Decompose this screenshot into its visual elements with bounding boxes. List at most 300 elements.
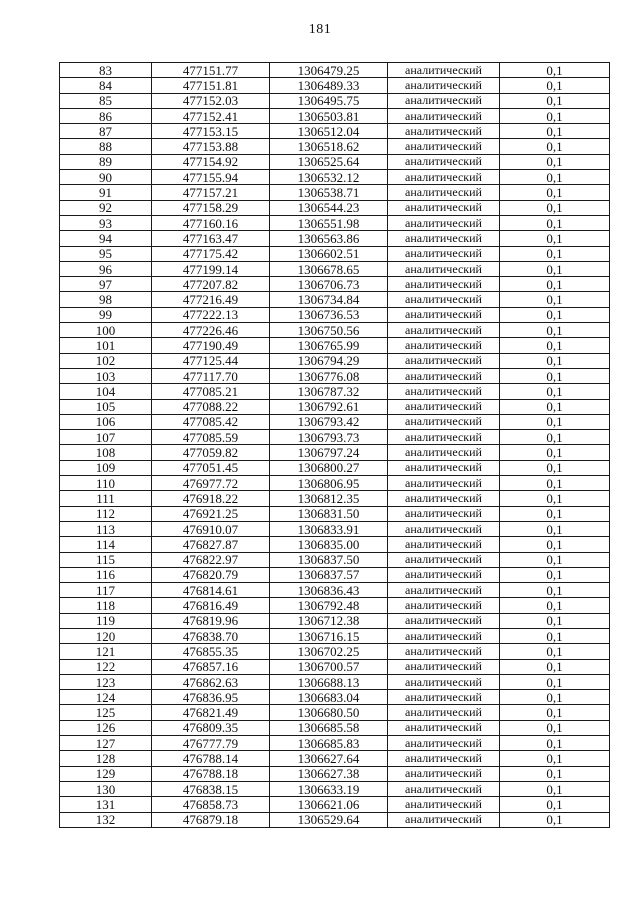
x-coordinate-cell: 477157.21 [152, 185, 270, 200]
x-coordinate-cell: 476821.49 [152, 705, 270, 720]
point-number-cell: 95 [60, 246, 152, 261]
accuracy-cell: 0,1 [500, 445, 610, 460]
accuracy-cell: 0,1 [500, 812, 610, 827]
y-coordinate-cell: 1306479.25 [270, 63, 388, 78]
y-coordinate-cell: 1306793.73 [270, 430, 388, 445]
method-cell: аналитический [388, 797, 500, 812]
method-cell: аналитический [388, 215, 500, 230]
method-cell: аналитический [388, 78, 500, 93]
table-row [60, 185, 610, 200]
table-row [60, 414, 610, 429]
method-cell: аналитический [388, 598, 500, 613]
y-coordinate-cell: 1306787.32 [270, 384, 388, 399]
y-coordinate-cell: 1306716.15 [270, 628, 388, 643]
point-number-cell: 119 [60, 613, 152, 628]
y-coordinate-cell: 1306776.08 [270, 368, 388, 383]
x-coordinate-cell: 477085.42 [152, 414, 270, 429]
table-row [60, 491, 610, 506]
accuracy-cell: 0,1 [500, 491, 610, 506]
table-row [60, 277, 610, 292]
point-number-cell: 86 [60, 108, 152, 123]
y-coordinate-cell: 1306563.86 [270, 231, 388, 246]
accuracy-cell: 0,1 [500, 139, 610, 154]
accuracy-cell: 0,1 [500, 751, 610, 766]
method-cell: аналитический [388, 705, 500, 720]
point-number-cell: 99 [60, 307, 152, 322]
method-cell: аналитический [388, 583, 500, 598]
x-coordinate-cell: 476838.70 [152, 628, 270, 643]
table-row [60, 537, 610, 552]
x-coordinate-cell: 477155.94 [152, 170, 270, 185]
table-row [60, 445, 610, 460]
table-row [60, 368, 610, 383]
y-coordinate-cell: 1306495.75 [270, 93, 388, 108]
y-coordinate-cell: 1306806.95 [270, 476, 388, 491]
method-cell: аналитический [388, 261, 500, 276]
x-coordinate-cell: 476820.79 [152, 567, 270, 582]
table-row [60, 200, 610, 215]
x-coordinate-cell: 476879.18 [152, 812, 270, 827]
method-cell: аналитический [388, 460, 500, 475]
x-coordinate-cell: 476918.22 [152, 491, 270, 506]
point-number-cell: 103 [60, 368, 152, 383]
accuracy-cell: 0,1 [500, 384, 610, 399]
y-coordinate-cell: 1306837.50 [270, 552, 388, 567]
y-coordinate-cell: 1306683.04 [270, 690, 388, 705]
coordinates-table-container [59, 62, 609, 828]
method-cell: аналитический [388, 781, 500, 796]
point-number-cell: 106 [60, 414, 152, 429]
table-row [60, 399, 610, 414]
table-row [60, 108, 610, 123]
x-coordinate-cell: 477059.82 [152, 445, 270, 460]
accuracy-cell: 0,1 [500, 613, 610, 628]
accuracy-cell: 0,1 [500, 644, 610, 659]
table-row [60, 154, 610, 169]
method-cell: аналитический [388, 674, 500, 689]
accuracy-cell: 0,1 [500, 185, 610, 200]
table-row [60, 353, 610, 368]
method-cell: аналитический [388, 246, 500, 261]
table-row [60, 736, 610, 751]
method-cell: аналитический [388, 63, 500, 78]
x-coordinate-cell: 477199.14 [152, 261, 270, 276]
method-cell: аналитический [388, 292, 500, 307]
table-row [60, 170, 610, 185]
y-coordinate-cell: 1306835.00 [270, 537, 388, 552]
x-coordinate-cell: 476777.79 [152, 736, 270, 751]
accuracy-cell: 0,1 [500, 628, 610, 643]
method-cell: аналитический [388, 139, 500, 154]
method-cell: аналитический [388, 644, 500, 659]
x-coordinate-cell: 477153.15 [152, 124, 270, 139]
point-number-cell: 107 [60, 430, 152, 445]
point-number-cell: 110 [60, 476, 152, 491]
y-coordinate-cell: 1306837.57 [270, 567, 388, 582]
y-coordinate-cell: 1306736.53 [270, 307, 388, 322]
y-coordinate-cell: 1306792.61 [270, 399, 388, 414]
y-coordinate-cell: 1306833.91 [270, 521, 388, 536]
x-coordinate-cell: 477088.22 [152, 399, 270, 414]
table-row [60, 476, 610, 491]
y-coordinate-cell: 1306836.43 [270, 583, 388, 598]
accuracy-cell: 0,1 [500, 200, 610, 215]
point-number-cell: 89 [60, 154, 152, 169]
x-coordinate-cell: 476838.15 [152, 781, 270, 796]
point-number-cell: 90 [60, 170, 152, 185]
y-coordinate-cell: 1306544.23 [270, 200, 388, 215]
accuracy-cell: 0,1 [500, 353, 610, 368]
x-coordinate-cell: 477085.59 [152, 430, 270, 445]
table-row [60, 292, 610, 307]
table-row [60, 430, 610, 445]
method-cell: аналитический [388, 628, 500, 643]
accuracy-cell: 0,1 [500, 414, 610, 429]
method-cell: аналитический [388, 720, 500, 735]
table-row [60, 323, 610, 338]
accuracy-cell: 0,1 [500, 93, 610, 108]
method-cell: аналитический [388, 567, 500, 582]
accuracy-cell: 0,1 [500, 521, 610, 536]
y-coordinate-cell: 1306685.83 [270, 736, 388, 751]
method-cell: аналитический [388, 170, 500, 185]
x-coordinate-cell: 476921.25 [152, 506, 270, 521]
point-number-cell: 123 [60, 674, 152, 689]
point-number-cell: 96 [60, 261, 152, 276]
accuracy-cell: 0,1 [500, 307, 610, 322]
point-number-cell: 124 [60, 690, 152, 705]
table-row [60, 674, 610, 689]
point-number-cell: 131 [60, 797, 152, 812]
table-body [60, 63, 610, 828]
point-number-cell: 102 [60, 353, 152, 368]
point-number-cell: 114 [60, 537, 152, 552]
x-coordinate-cell: 477125.44 [152, 353, 270, 368]
x-coordinate-cell: 477175.42 [152, 246, 270, 261]
point-number-cell: 111 [60, 491, 152, 506]
table-row [60, 215, 610, 230]
method-cell: аналитический [388, 445, 500, 460]
y-coordinate-cell: 1306532.12 [270, 170, 388, 185]
method-cell: аналитический [388, 154, 500, 169]
method-cell: аналитический [388, 476, 500, 491]
table-row [60, 567, 610, 582]
y-coordinate-cell: 1306706.73 [270, 277, 388, 292]
accuracy-cell: 0,1 [500, 323, 610, 338]
y-coordinate-cell: 1306792.48 [270, 598, 388, 613]
accuracy-cell: 0,1 [500, 246, 610, 261]
method-cell: аналитический [388, 659, 500, 674]
method-cell: аналитический [388, 736, 500, 751]
accuracy-cell: 0,1 [500, 108, 610, 123]
accuracy-cell: 0,1 [500, 552, 610, 567]
table-row [60, 598, 610, 613]
accuracy-cell: 0,1 [500, 338, 610, 353]
x-coordinate-cell: 476836.95 [152, 690, 270, 705]
method-cell: аналитический [388, 185, 500, 200]
point-number-cell: 108 [60, 445, 152, 460]
table-row [60, 139, 610, 154]
method-cell: аналитический [388, 766, 500, 781]
method-cell: аналитический [388, 812, 500, 827]
method-cell: аналитический [388, 323, 500, 338]
point-number-cell: 83 [60, 63, 152, 78]
table-row [60, 628, 610, 643]
point-number-cell: 104 [60, 384, 152, 399]
table-row [60, 307, 610, 322]
accuracy-cell: 0,1 [500, 460, 610, 475]
accuracy-cell: 0,1 [500, 674, 610, 689]
accuracy-cell: 0,1 [500, 583, 610, 598]
x-coordinate-cell: 477207.82 [152, 277, 270, 292]
point-number-cell: 126 [60, 720, 152, 735]
method-cell: аналитический [388, 368, 500, 383]
y-coordinate-cell: 1306688.13 [270, 674, 388, 689]
y-coordinate-cell: 1306633.19 [270, 781, 388, 796]
x-coordinate-cell: 476819.96 [152, 613, 270, 628]
method-cell: аналитический [388, 414, 500, 429]
accuracy-cell: 0,1 [500, 292, 610, 307]
table-row [60, 521, 610, 536]
point-number-cell: 98 [60, 292, 152, 307]
y-coordinate-cell: 1306627.64 [270, 751, 388, 766]
table-row [60, 659, 610, 674]
y-coordinate-cell: 1306685.58 [270, 720, 388, 735]
x-coordinate-cell: 476788.14 [152, 751, 270, 766]
accuracy-cell: 0,1 [500, 705, 610, 720]
accuracy-cell: 0,1 [500, 78, 610, 93]
accuracy-cell: 0,1 [500, 476, 610, 491]
x-coordinate-cell: 477158.29 [152, 200, 270, 215]
accuracy-cell: 0,1 [500, 797, 610, 812]
point-number-cell: 101 [60, 338, 152, 353]
accuracy-cell: 0,1 [500, 506, 610, 521]
y-coordinate-cell: 1306712.38 [270, 613, 388, 628]
method-cell: аналитический [388, 124, 500, 139]
accuracy-cell: 0,1 [500, 154, 610, 169]
y-coordinate-cell: 1306529.64 [270, 812, 388, 827]
accuracy-cell: 0,1 [500, 231, 610, 246]
point-number-cell: 120 [60, 628, 152, 643]
table-row [60, 583, 610, 598]
point-number-cell: 115 [60, 552, 152, 567]
y-coordinate-cell: 1306680.50 [270, 705, 388, 720]
x-coordinate-cell: 477117.70 [152, 368, 270, 383]
y-coordinate-cell: 1306503.81 [270, 108, 388, 123]
y-coordinate-cell: 1306700.57 [270, 659, 388, 674]
point-number-cell: 88 [60, 139, 152, 154]
table-row [60, 797, 610, 812]
y-coordinate-cell: 1306678.65 [270, 261, 388, 276]
y-coordinate-cell: 1306812.35 [270, 491, 388, 506]
table-row [60, 246, 610, 261]
y-coordinate-cell: 1306602.51 [270, 246, 388, 261]
method-cell: аналитический [388, 200, 500, 215]
table-row [60, 690, 610, 705]
accuracy-cell: 0,1 [500, 261, 610, 276]
point-number-cell: 100 [60, 323, 152, 338]
method-cell: аналитический [388, 231, 500, 246]
table-row [60, 613, 610, 628]
x-coordinate-cell: 477154.92 [152, 154, 270, 169]
point-number-cell: 125 [60, 705, 152, 720]
method-cell: аналитический [388, 506, 500, 521]
point-number-cell: 85 [60, 93, 152, 108]
x-coordinate-cell: 477152.41 [152, 108, 270, 123]
table-row [60, 781, 610, 796]
point-number-cell: 116 [60, 567, 152, 582]
y-coordinate-cell: 1306734.84 [270, 292, 388, 307]
x-coordinate-cell: 477163.47 [152, 231, 270, 246]
method-cell: аналитический [388, 690, 500, 705]
accuracy-cell: 0,1 [500, 399, 610, 414]
accuracy-cell: 0,1 [500, 170, 610, 185]
x-coordinate-cell: 477085.21 [152, 384, 270, 399]
method-cell: аналитический [388, 353, 500, 368]
x-coordinate-cell: 476977.72 [152, 476, 270, 491]
y-coordinate-cell: 1306831.50 [270, 506, 388, 521]
table-row [60, 751, 610, 766]
x-coordinate-cell: 476827.87 [152, 537, 270, 552]
x-coordinate-cell: 476858.73 [152, 797, 270, 812]
y-coordinate-cell: 1306702.25 [270, 644, 388, 659]
accuracy-cell: 0,1 [500, 368, 610, 383]
x-coordinate-cell: 477160.16 [152, 215, 270, 230]
y-coordinate-cell: 1306750.56 [270, 323, 388, 338]
method-cell: аналитический [388, 491, 500, 506]
y-coordinate-cell: 1306489.33 [270, 78, 388, 93]
accuracy-cell: 0,1 [500, 430, 610, 445]
point-number-cell: 112 [60, 506, 152, 521]
point-number-cell: 130 [60, 781, 152, 796]
method-cell: аналитический [388, 613, 500, 628]
y-coordinate-cell: 1306800.27 [270, 460, 388, 475]
x-coordinate-cell: 477152.03 [152, 93, 270, 108]
table-row [60, 705, 610, 720]
accuracy-cell: 0,1 [500, 567, 610, 582]
table-row [60, 93, 610, 108]
x-coordinate-cell: 477190.49 [152, 338, 270, 353]
y-coordinate-cell: 1306518.62 [270, 139, 388, 154]
table-row [60, 124, 610, 139]
point-number-cell: 132 [60, 812, 152, 827]
point-number-cell: 127 [60, 736, 152, 751]
table-row [60, 63, 610, 78]
point-number-cell: 117 [60, 583, 152, 598]
x-coordinate-cell: 477216.49 [152, 292, 270, 307]
point-number-cell: 121 [60, 644, 152, 659]
x-coordinate-cell: 476788.18 [152, 766, 270, 781]
y-coordinate-cell: 1306797.24 [270, 445, 388, 460]
table-row [60, 720, 610, 735]
y-coordinate-cell: 1306525.64 [270, 154, 388, 169]
y-coordinate-cell: 1306551.98 [270, 215, 388, 230]
method-cell: аналитический [388, 399, 500, 414]
method-cell: аналитический [388, 93, 500, 108]
table-row [60, 231, 610, 246]
accuracy-cell: 0,1 [500, 124, 610, 139]
y-coordinate-cell: 1306538.71 [270, 185, 388, 200]
page-number: 181 [308, 22, 332, 37]
table-row [60, 812, 610, 827]
method-cell: аналитический [388, 307, 500, 322]
table-row [60, 552, 610, 567]
y-coordinate-cell: 1306621.06 [270, 797, 388, 812]
x-coordinate-cell: 477226.46 [152, 323, 270, 338]
method-cell: аналитический [388, 537, 500, 552]
accuracy-cell: 0,1 [500, 537, 610, 552]
point-number-cell: 94 [60, 231, 152, 246]
method-cell: аналитический [388, 552, 500, 567]
point-number-cell: 87 [60, 124, 152, 139]
x-coordinate-cell: 477151.81 [152, 78, 270, 93]
table-row [60, 78, 610, 93]
accuracy-cell: 0,1 [500, 766, 610, 781]
x-coordinate-cell: 476910.07 [152, 521, 270, 536]
point-number-cell: 105 [60, 399, 152, 414]
point-number-cell: 129 [60, 766, 152, 781]
x-coordinate-cell: 476816.49 [152, 598, 270, 613]
x-coordinate-cell: 476814.61 [152, 583, 270, 598]
point-number-cell: 93 [60, 215, 152, 230]
table-row [60, 338, 610, 353]
point-number-cell: 128 [60, 751, 152, 766]
accuracy-cell: 0,1 [500, 781, 610, 796]
method-cell: аналитический [388, 521, 500, 536]
table-row [60, 766, 610, 781]
method-cell: аналитический [388, 384, 500, 399]
accuracy-cell: 0,1 [500, 736, 610, 751]
table-row [60, 644, 610, 659]
method-cell: аналитический [388, 338, 500, 353]
method-cell: аналитический [388, 430, 500, 445]
x-coordinate-cell: 477051.45 [152, 460, 270, 475]
accuracy-cell: 0,1 [500, 720, 610, 735]
point-number-cell: 118 [60, 598, 152, 613]
accuracy-cell: 0,1 [500, 63, 610, 78]
table-row [60, 261, 610, 276]
x-coordinate-cell: 476809.35 [152, 720, 270, 735]
point-number-cell: 92 [60, 200, 152, 215]
accuracy-cell: 0,1 [500, 690, 610, 705]
table-row [60, 460, 610, 475]
point-number-cell: 113 [60, 521, 152, 536]
point-number-cell: 84 [60, 78, 152, 93]
accuracy-cell: 0,1 [500, 659, 610, 674]
accuracy-cell: 0,1 [500, 277, 610, 292]
point-number-cell: 97 [60, 277, 152, 292]
method-cell: аналитический [388, 751, 500, 766]
x-coordinate-cell: 477222.13 [152, 307, 270, 322]
y-coordinate-cell: 1306512.04 [270, 124, 388, 139]
x-coordinate-cell: 477151.77 [152, 63, 270, 78]
accuracy-cell: 0,1 [500, 215, 610, 230]
y-coordinate-cell: 1306793.42 [270, 414, 388, 429]
x-coordinate-cell: 476857.16 [152, 659, 270, 674]
table-row [60, 384, 610, 399]
method-cell: аналитический [388, 108, 500, 123]
x-coordinate-cell: 477153.88 [152, 139, 270, 154]
x-coordinate-cell: 476822.97 [152, 552, 270, 567]
coordinates-table [59, 62, 610, 828]
y-coordinate-cell: 1306794.29 [270, 353, 388, 368]
y-coordinate-cell: 1306627.38 [270, 766, 388, 781]
point-number-cell: 91 [60, 185, 152, 200]
table-row [60, 506, 610, 521]
method-cell: аналитический [388, 277, 500, 292]
x-coordinate-cell: 476855.35 [152, 644, 270, 659]
y-coordinate-cell: 1306765.99 [270, 338, 388, 353]
